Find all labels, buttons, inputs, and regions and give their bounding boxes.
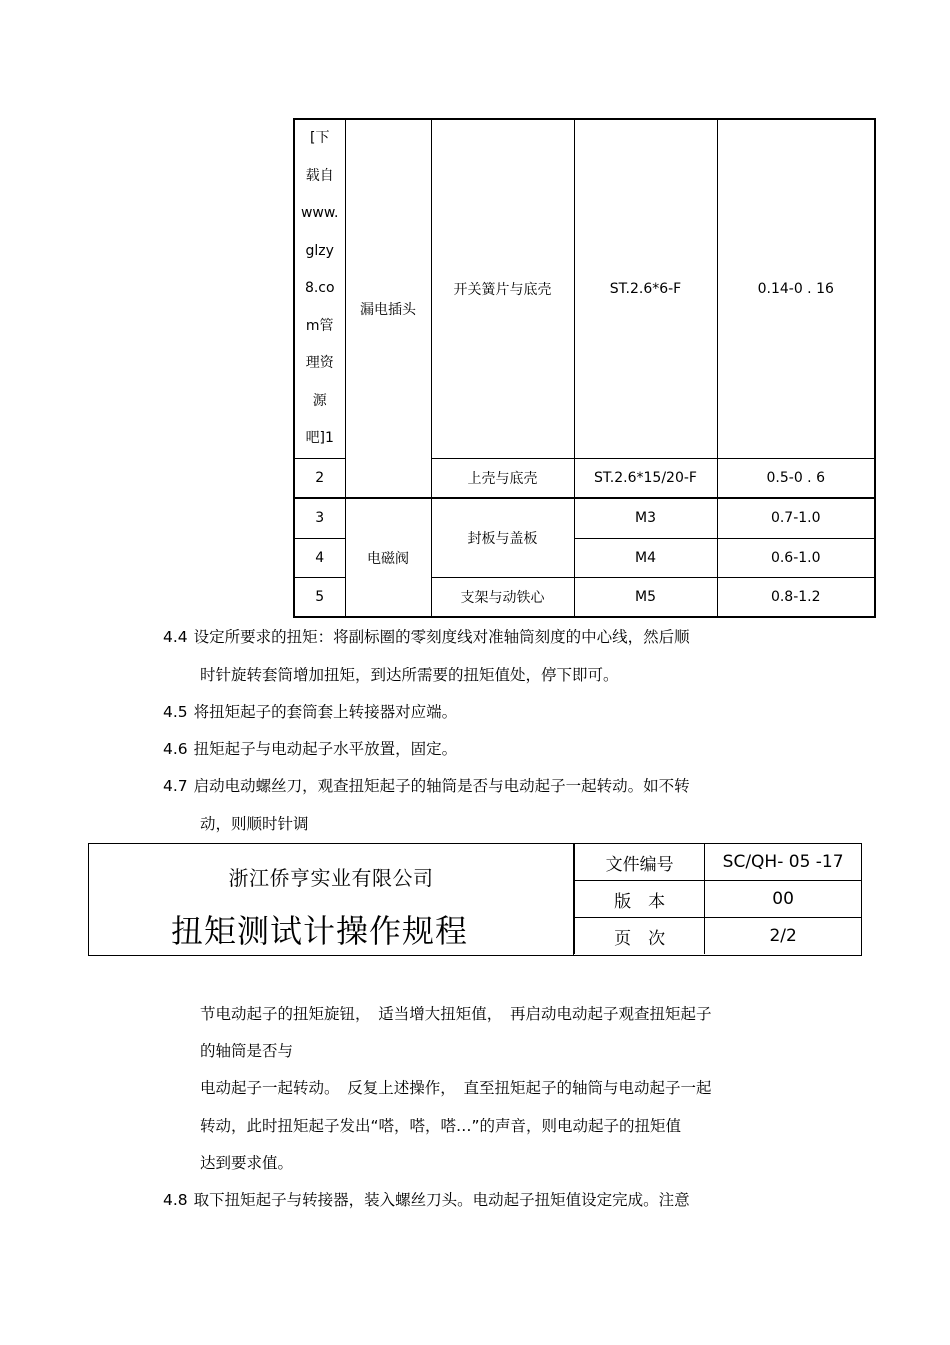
document-title: 扭矩测试计操作规程 [171, 912, 469, 950]
document-meta-table [574, 844, 861, 954]
screw-cell [574, 458, 717, 498]
row-number-cell [294, 119, 345, 458]
table-row [294, 498, 875, 538]
company-name: 浙江侨亨实业有限公司 [228, 866, 434, 890]
row-number: 2 [315, 469, 325, 486]
screw-label: ST.2.6*15/20-F [594, 469, 697, 486]
step-number: 4.4 [163, 628, 188, 646]
version-value: 00 [705, 881, 861, 918]
table-row [294, 119, 875, 458]
document-header [88, 843, 862, 956]
step-paragraph [200, 665, 619, 685]
doc-number-value: SC/QH- 05 -17 [705, 844, 861, 881]
step-text: 取下扭矩起子与转接器，装入螺丝刀头。电动起子扭矩值设定完成。注意 [193, 1191, 690, 1209]
meta-row [575, 918, 862, 955]
row-number-cell [294, 538, 345, 577]
location-label: 开关簧片与底壳 [453, 281, 552, 298]
screw-cell [574, 119, 717, 458]
screw-cell [574, 577, 717, 617]
screw-cell [574, 498, 717, 538]
step-paragraph [200, 1078, 712, 1098]
part-cell [345, 119, 431, 498]
step-text: 动，则顺时针调 [200, 815, 309, 833]
step-number: 4.8 [163, 1191, 188, 1209]
step-number: 4.7 [163, 777, 188, 795]
step-text: 设定所要求的扭矩：将副标圈的零刻度线对准轴筒刻度的中心线，然后顺 [193, 628, 690, 646]
step-paragraph [163, 1190, 690, 1210]
row-number: 3 [315, 510, 325, 527]
screw-label: M5 [635, 588, 656, 605]
location-label: 封板与盖板 [467, 530, 538, 547]
row-number-cell [294, 577, 345, 617]
version-label: 版 本 [575, 881, 705, 918]
step-paragraph [200, 1004, 712, 1024]
step-text: 达到要求值。 [200, 1154, 294, 1172]
torque-cell [717, 577, 875, 617]
screw-label: M4 [635, 549, 656, 566]
step-paragraph [163, 702, 457, 722]
location-label: 上壳与底壳 [467, 470, 538, 487]
step-text: 转动，此时扭矩起子发出“嗒，嗒，嗒…”的声音，则电动起子的扭矩值 [200, 1117, 682, 1135]
step-paragraph [163, 776, 690, 796]
step-paragraph [200, 1116, 681, 1136]
torque-value: 0.5-0 . 6 [766, 469, 825, 486]
row-number: 4 [315, 549, 325, 566]
page-value: 2/2 [705, 918, 861, 955]
step-paragraph [163, 739, 457, 759]
step-text: 节电动起子的扭矩旋钮， 适当增大扭矩值， 再启动电动起子观查扭矩起子 [200, 1005, 712, 1023]
torque-table [293, 118, 876, 618]
page-label: 页 次 [575, 918, 705, 955]
step-text: 电动起子一起转动。 反复上述操作， 直至扭矩起子的轴筒与电动起子一起 [200, 1079, 712, 1097]
torque-cell [717, 119, 875, 458]
part-label: 漏电插头 [360, 301, 416, 318]
part-label: 电磁阀 [367, 550, 409, 567]
meta-row [575, 881, 862, 918]
step-paragraph [200, 1041, 293, 1061]
step-text: 时针旋转套筒增加扭矩，到达所需要的扭矩值处，停下即可。 [200, 666, 619, 684]
location-cell [431, 498, 574, 577]
torque-cell [717, 458, 875, 498]
doc-number-label: 文件编号 [575, 844, 705, 881]
row-number-cell [294, 458, 345, 498]
location-cell [431, 458, 574, 498]
step-text: 将扭矩起子的套筒套上转接器对应端。 [193, 703, 458, 721]
step-paragraph [200, 1153, 293, 1173]
torque-value: 0.8-1.2 [770, 588, 821, 605]
location-label: 支架与动铁心 [460, 589, 545, 606]
step-text: 扭矩起子与电动起子水平放置，固定。 [193, 740, 458, 758]
step-text: 启动电动螺丝刀，观查扭矩起子的轴筒是否与电动起子一起转动。如不转 [193, 777, 690, 795]
row-number-cell [294, 498, 345, 538]
torque-value: 0.6-1.0 [770, 549, 821, 566]
screw-label: M3 [635, 510, 656, 527]
meta-row [575, 844, 862, 881]
watermark-text: [下 载自 www. glzy 8.co m管 理资 源 吧]1 [300, 130, 339, 446]
row-number: 5 [315, 588, 325, 605]
torque-cell [717, 538, 875, 577]
step-text: 的轴筒是否与 [200, 1042, 294, 1060]
step-number: 4.6 [163, 740, 188, 758]
location-cell [431, 119, 574, 458]
part-cell [345, 498, 431, 617]
screw-cell [574, 538, 717, 577]
torque-value: 0.7-1.0 [770, 510, 821, 527]
screw-label: ST.2.6*6-F [609, 280, 682, 297]
torque-cell [717, 498, 875, 538]
torque-value: 0.14-0 . 16 [757, 280, 834, 297]
step-number: 4.5 [163, 703, 188, 721]
header-title-area [89, 844, 574, 955]
location-cell [431, 577, 574, 617]
step-paragraph [163, 627, 690, 647]
step-paragraph [200, 814, 309, 834]
